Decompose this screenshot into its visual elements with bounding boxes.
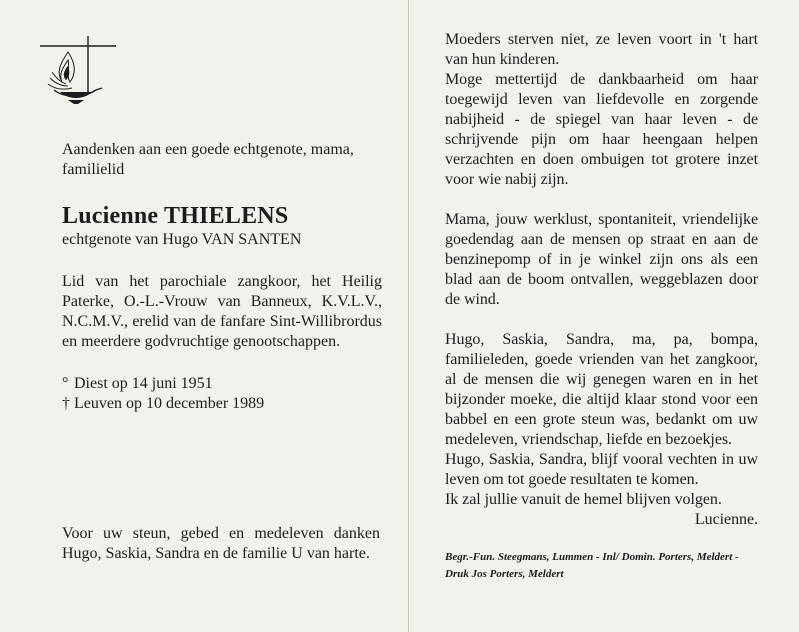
right-panel — [445, 30, 758, 530]
poem-para-3: Mama, jouw werklust, spontaniteit, vriendelijke goedendag aan de mensen op straat en aan de benzinepomp of in je winkel zijn ons als een blad aan de boom ontvallen, weggeblazen door de wind. — [445, 211, 758, 308]
birth-text: Diest op 14 juni 1951 — [74, 375, 213, 392]
spouse-line: echtgenote van Hugo VAN SANTEN — [62, 231, 302, 248]
left-panel — [62, 140, 382, 414]
birth-line — [62, 374, 382, 394]
thanks-panel — [62, 524, 380, 564]
poem-para-1: Moeders sterven niet, ze leven voort in 't hart van hun kinderen. — [445, 31, 758, 68]
card-fold — [408, 0, 409, 632]
poem-para-5: Hugo, Saskia, Sandra, blijf vooral vechten in uw leven om tot goede resultaten te komen. — [445, 451, 758, 488]
death-mark: † — [62, 395, 70, 412]
poem-para-4: Hugo, Saskia, Sandra, ma, pa, bompa, familieleden, goede vrienden van het zangkoor, al de mensen die wij genegen waren en in het bijzonder moeke, die altijd klaar stond voor een babbel en een grote steun was, bedankt om uw medeleven, vriendschap, liefde en bezoekjes. — [445, 331, 758, 448]
signature: Lucienne. — [694, 511, 758, 528]
poem-para-6: Ik zal jullie vanuit de hemel blijven volgen. — [445, 491, 722, 508]
intro-text: Aandenken aan een goede echtgenote, mama, familielid — [62, 141, 354, 178]
printer-credit: Begr.-Fun. Steegmans, Lummen - Inl/ Domin. Porters, Meldert - Druk Jos Porters, Meldert — [445, 551, 739, 580]
death-text: Leuven op 10 december 1989 — [74, 395, 265, 412]
thanks-text: Voor uw steun, gebed en medeleven danken Hugo, Saskia, Sandra en de familie U van harte. — [62, 525, 380, 562]
biography: Lid van het parochiale zangkoor, het Heilig Paterke, O.-L.-Vrouw van Banneux, K.V.L.V., N.C.M.V., erelid van de fanfare Sint-Willibrordus en meerdere godvruchtige genootschappen. — [62, 273, 382, 350]
death-line — [62, 394, 382, 414]
poem-para-2: Moge mettertijd de dankbaarheid om haar toegewijd leven van liefdevolle en zorgende nabijheid - de spiegel van haar leven - de schrijvende pijn om haar heengaan helpen verzachten en doen ombuigen tot grotere inzet voor wie nabij zijn. — [445, 71, 758, 188]
deceased-name: Lucienne THIELENS — [62, 203, 289, 229]
birth-mark: ° — [62, 375, 69, 392]
cross-lamp-flame-icon — [38, 34, 118, 114]
